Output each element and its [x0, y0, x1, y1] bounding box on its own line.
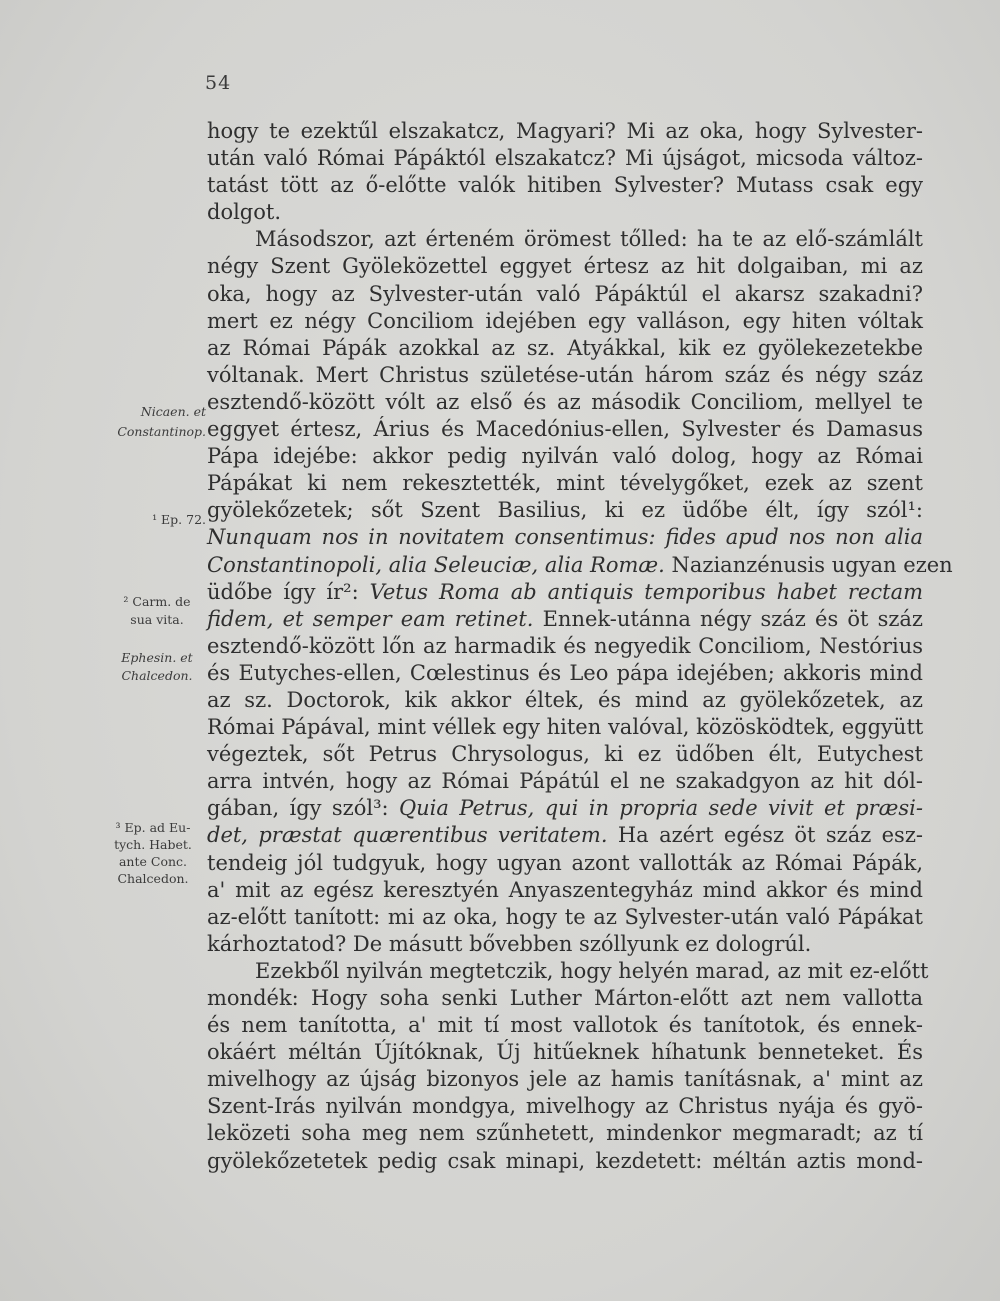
text-line: az Római Pápák azokkal az sz. Atyákkal, kik ez gyölekezetekbe	[207, 335, 923, 360]
margin-note-line: ¹ Ep. 72.	[152, 512, 206, 527]
text-line: gyölekőzetek; sőt Szent Basilius, ki ez üdőbe élt, így szól¹:	[207, 498, 923, 523]
italic-segment: Vetus Roma ab antiquis temporibus habet rectam	[369, 579, 923, 604]
margin-note-nicaea	[96, 404, 206, 439]
text-line: Pápa idejébe: akkor pedig nyilván való dolog, hogy az Római	[207, 444, 923, 469]
text-line: Szent-Irás nyilván mondgya, mivelhogy az Christus nyája és gyö-	[207, 1094, 923, 1119]
text-line: mert ez négy Conciliom idejében egy valláson, egy hiten vóltak	[207, 308, 923, 333]
text-segment: üdőbe így ír²:	[207, 579, 370, 604]
text-line: okáért méltán Újítóknak, Új hitűeknek híhatunk benneteket. És	[207, 1040, 923, 1065]
margin-note-line: tych. Habet.	[114, 837, 192, 852]
text-line	[207, 552, 953, 579]
italic-segment: Quia Petrus, qui in propria sede vivit et præsi-	[398, 796, 923, 821]
text-line: az sz. Doctorok, kik akkor éltek, és mind az gyölekőzetek, az	[207, 687, 923, 712]
text-line	[207, 822, 923, 849]
text-line: után való Római Pápáktól elszakatcz? Mi újságot, micsoda változ-	[207, 146, 923, 171]
text-line	[207, 795, 923, 822]
text-line: mivelhogy az újság bizonyos jele az hamis tanításnak, a' mint az	[207, 1067, 923, 1092]
text-line: eggyet értesz, Árius és Macedónius-ellen, Sylvester és Damasus	[207, 417, 923, 442]
margin-note-carm	[108, 594, 206, 627]
text-line: esztendő-között lőn az harmadik és negyedik Conciliom, Nestórius	[207, 633, 923, 658]
margin-note-line: ³ Ep. ad Eu-	[115, 820, 191, 835]
text-segment: Nazianzénusis ugyan ezen	[664, 552, 953, 577]
margin-note-line: Chalcedon.	[121, 668, 193, 683]
text-line: Római Pápával, mint véllek egy hiten valóval, közösködtek, eggyütt	[207, 715, 924, 740]
text-line: és Eutyches-ellen, Cœlestinus és Leo pápa idejében; akkoris mind	[207, 660, 923, 685]
text-segment: Ha azért egész öt száz esz-	[607, 823, 923, 848]
margin-note-line: Ephesin. et	[121, 650, 193, 665]
text-segment: Ennek-utánna négy száz és öt száz	[533, 606, 923, 631]
margin-note-ephesin	[108, 650, 206, 683]
text-line: Pápákat ki nem rekesztették, mint tévelygőket, ezek az szent	[207, 471, 923, 496]
text-line: oka, hogy az Sylvester-után való Pápáktúl el akarsz szakadni?	[207, 281, 923, 306]
italic-segment: fidem, et semper eam retinet.	[207, 606, 534, 631]
margin-note-line: ² Carm. de	[123, 594, 191, 609]
text-line: dolgot.	[207, 200, 282, 225]
text-line: arra intvén, hogy az Római Pápátúl el ne szakadgyon az hit dól-	[207, 769, 923, 794]
margin-note-ep72	[96, 512, 206, 527]
text-segment: gában, így szól³:	[207, 796, 399, 821]
text-line: Ezekből nyilván megtetczik, hogy helyén marad, az mit ez-előtt	[255, 958, 929, 983]
text-line: tendeig jól tudgyuk, hogy ugyan azont vallották az Római Pápák,	[207, 850, 923, 875]
italic-segment: Constantinopoli, alia Seleuciæ, alia Romæ.	[207, 552, 665, 577]
margin-note-ep-ad-eutych	[100, 820, 206, 886]
text-line: négy Szent Gyöleközettel eggyet értesz az hit dolgaiban, mi az	[207, 254, 923, 279]
text-line: az-előtt tanított: mi az oka, hogy te az Sylvester-után való Pápákat	[207, 904, 923, 929]
text-line: hogy te ezektűl elszakatcz, Magyari? Mi az oka, hogy Sylvester-	[207, 119, 923, 143]
text-line: esztendő-között vólt az első és az második Conciliom, mellyel te	[207, 389, 923, 414]
margin-note-line: Chalcedon.	[117, 871, 189, 886]
text-line: végeztek, sőt Petrus Chrysologus, ki ez üdőben élt, Eutychest	[207, 742, 923, 767]
text-line	[207, 606, 923, 633]
text-line	[207, 524, 923, 551]
text-line: és nem tanította, a' mit tí most vallotok és tanítotok, és ennek-	[207, 1013, 923, 1038]
margin-note-line: sua vita.	[130, 612, 184, 627]
page-number: 54	[205, 72, 232, 94]
text-line: vóltanak. Mert Christus születése-után három száz és négy száz	[207, 362, 923, 387]
text-line: kárhoztatod? De másutt bővebben szóllyunk ez dologrúl.	[207, 931, 812, 956]
text-line: Másodszor, azt érteném örömest tőlled: ha te az elő-számlált	[255, 227, 923, 252]
text-line: leközeti soha meg nem szűnhetett, mindenkor megmaradt; az tí	[207, 1121, 923, 1146]
margin-note-line: Nicaen. et	[140, 404, 206, 419]
text-line: mondék: Hogy soha senki Luther Márton-előtt azt nem vallotta	[207, 986, 923, 1010]
body-text	[207, 118, 953, 1175]
italic-segment: det, præstat quærentibus veritatem.	[207, 823, 608, 848]
margin-note-line: Constantinop.	[117, 424, 206, 439]
text-line	[207, 579, 923, 606]
text-line: tatást tött az ő-előtte valók hitiben Sylvester? Mutass csak egy	[207, 173, 923, 198]
text-line: a' mit az egész keresztyén Anyaszentegyház mind akkor és mind	[207, 877, 923, 902]
italic-segment: Nunquam nos in novitatem consentimus: fides apud nos non alia	[207, 525, 923, 550]
text-line: gyölekőzetetek pedig csak minapi, kezdetett: méltán aztis mond-	[207, 1148, 923, 1173]
margin-note-line: ante Conc.	[118, 854, 187, 869]
